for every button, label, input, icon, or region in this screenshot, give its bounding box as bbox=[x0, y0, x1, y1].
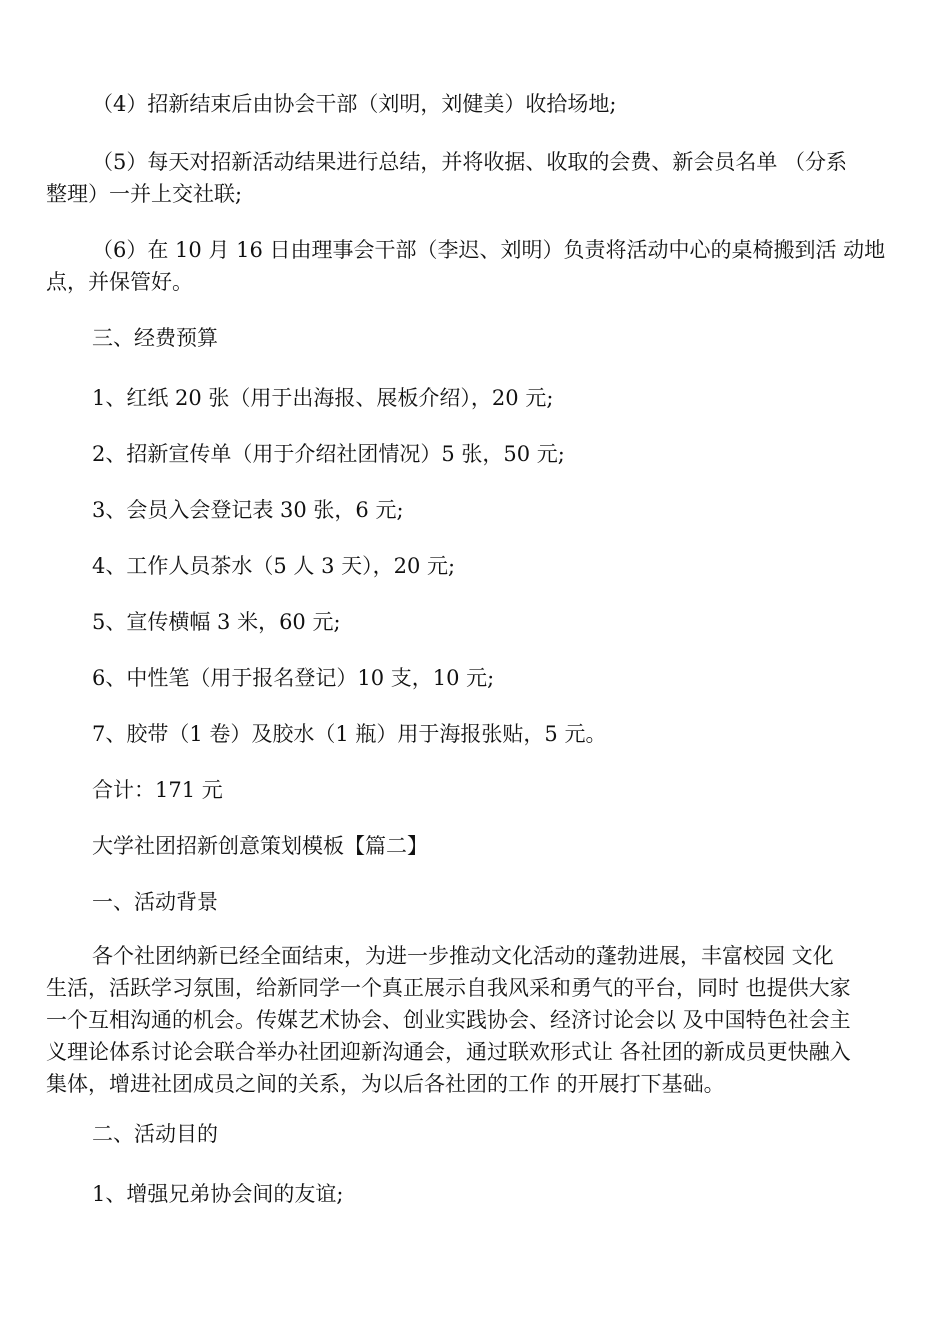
paragraph-background bbox=[46, 940, 914, 1100]
budget-item-3 bbox=[92, 494, 912, 526]
budget-item-1 bbox=[92, 382, 912, 414]
text-line: （6）在 10 月 16 日由理事会干部（李迟、刘明）负责将活动中心的桌椅搬到活 动地 bbox=[92, 238, 886, 262]
budget-item-2 bbox=[92, 438, 912, 470]
paragraph-item-6 bbox=[46, 234, 914, 298]
text-line: 7、胶带（1 卷）及胶水（1 瓶）用于海报张贴，5 元。 bbox=[92, 722, 607, 746]
text-line: 各个社团纳新已经全面结束，为进一步推动文化活动的蓬勃进展，丰富校园 文化 bbox=[92, 944, 834, 968]
text-line: 5、宣传横幅 3 米，60 元; bbox=[92, 610, 341, 634]
text-line: 大学社团招新创意策划模板【篇二】 bbox=[92, 834, 428, 858]
text-line: 一个互相沟通的机会。传媒艺术协会、创业实践协会、经济讨论会以 及中国特色社会主 bbox=[46, 1008, 851, 1032]
template-title bbox=[92, 830, 912, 862]
purpose-item-1 bbox=[92, 1178, 912, 1210]
text-line: 三、经费预算 bbox=[92, 326, 218, 350]
budget-item-7 bbox=[92, 718, 912, 750]
text-line: 1、增强兄弟协会间的友谊; bbox=[92, 1182, 344, 1206]
section-heading-budget bbox=[92, 322, 912, 354]
budget-item-4 bbox=[92, 550, 912, 582]
text-line: 一、活动背景 bbox=[92, 890, 218, 914]
text-line: 二、活动目的 bbox=[92, 1122, 218, 1146]
text-line: 集体，增进社团成员之间的关系，为以后各社团的工作 的开展打下基础。 bbox=[46, 1072, 725, 1096]
section-heading-purpose bbox=[92, 1118, 912, 1150]
paragraph-item-4 bbox=[92, 88, 912, 120]
text-line: （4）招新结束后由协会干部（刘明，刘健美）收拾场地; bbox=[92, 92, 617, 116]
text-line: 合计：171 元 bbox=[92, 778, 223, 802]
budget-total bbox=[92, 774, 912, 806]
text-line: 3、会员入会登记表 30 张，6 元; bbox=[92, 498, 404, 522]
text-line: 2、招新宣传单（用于介绍社团情况）5 张，50 元; bbox=[92, 442, 565, 466]
paragraph-item-5 bbox=[46, 146, 914, 210]
budget-item-5 bbox=[92, 606, 912, 638]
text-line: 4、工作人员茶水（5 人 3 天），20 元; bbox=[92, 554, 456, 578]
text-line: 义理论体系讨论会联合举办社团迎新沟通会，通过联欢形式让 各社团的新成员更快融入 bbox=[46, 1040, 851, 1064]
section-heading-background bbox=[92, 886, 912, 918]
budget-item-6 bbox=[92, 662, 912, 694]
text-line: 点，并保管好。 bbox=[46, 270, 193, 294]
text-line: 整理）一并上交社联; bbox=[46, 182, 243, 206]
text-line: 生活，活跃学习氛围，给新同学一个真正展示自我风采和勇气的平台，同时 也提供大家 bbox=[46, 976, 851, 1000]
text-line: 6、中性笔（用于报名登记）10 支，10 元; bbox=[92, 666, 495, 690]
text-line: （5）每天对招新活动结果进行总结，并将收据、收取的会费、新会员名单 （分系 bbox=[92, 150, 848, 174]
text-line: 1、红纸 20 张（用于出海报、展板介绍），20 元; bbox=[92, 386, 554, 410]
